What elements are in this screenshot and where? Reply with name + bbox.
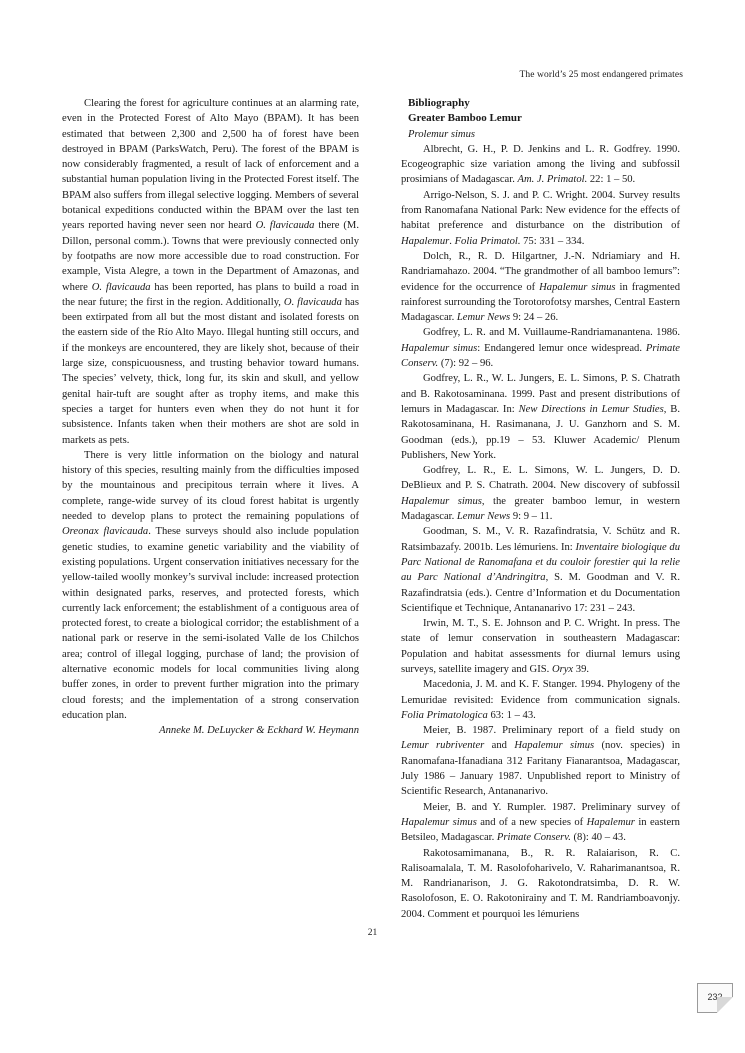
body-paragraph	[62, 448, 359, 723]
text-run: has been extirpated from all but the most distant and isolated forests on the eastern side of the Río Alto Mayo. Illegal hunting still occurs, and if the monkeys are encountered, they are likely shot, because of their large size, conspicuousness, and trusting behavior toward humans. The species’ velvety, thick, long fur, its skin and skull, and yellow genital hair-tuft are sought after as trophy items, and make this species a target for hunters even when they do not hunt it for subsistence. Infants taken when their mothers are shot are sold in markets as pets.	[62, 296, 359, 446]
text-run: Meier, B. and Y. Rumpler. 1987. Preliminary survey of	[423, 801, 680, 813]
text-run: Godfrey, L. R. and M. Vuillaume-Randriamanantena. 1986.	[423, 327, 680, 339]
text-run: . These surveys should also include population genetic studies, to examine genetic variability and the viability of existing populations. Urgent conservation initiatives necessary for the yellow-tailed woolly monkey’s survival include: increased protection within designated parks, reserves, and protected forests, which currently lack enforcement; the establishment of a contiguous area of protected forest, to create a biological corridor; the establishment of a national park or reserve in the semi-isolated Valle de los Chilchos area; control of illegal logging, purchase of land; the provision of alternative economic models for local communities living along buffer zones, in order to prevent further migration into the primary cloud forests; and the implementation of a strong conservation education plan.	[62, 526, 359, 721]
body-text	[62, 96, 359, 723]
text-run: Macedonia, J. M. and K. F. Stanger. 1994. Phylogeny of the Lemuridae revisited: Evidence from communication signals.	[401, 679, 680, 706]
text-run: 9: 24 – 26.	[510, 312, 559, 324]
text-run: Clearing the forest for agriculture continues at an alarming rate, even in the Protected Forest of Alto Mayo (BPAM). It has been estimated that between 2,300 and 2,500 ha of forest have been destroyed in BPAM (ParksWatch, Peru). The forest of the BPAM is now considerably fragmented, a result of lack of enforcement and a substantial human population living in the Protected Forest itself. The BPAM also suffers from illegal selective logging. Members of several botanical expeditions conducted within the BPAM over the last ten years reported having never seen nor heard	[62, 98, 359, 232]
text-run: Meier, B. 1987. Preliminary report of a field study on	[423, 725, 680, 737]
italic-text: O. flavicauda	[91, 281, 151, 293]
italic-text: Lemur rubriventer	[401, 740, 485, 752]
reference-entry	[386, 249, 680, 325]
body-paragraph	[62, 96, 359, 448]
species-name: Prolemur simus	[408, 128, 475, 140]
text-run: , B. Rakotosaminana, H. Rasimanana, J. U. Ganzhorn and S. M. Goodman (eds.), pp.19 – 53. Kluwer Academic/ Plenum Publishers, New York.	[401, 403, 680, 461]
italic-text: O. flavicauda	[255, 220, 315, 232]
bibliography-heading: Bibliography	[408, 97, 470, 109]
italic-text: Hapalemur simus	[401, 816, 477, 828]
text-run: .	[449, 235, 455, 247]
italic-text: Folia Primatol.	[454, 235, 521, 247]
italic-text: Hapalemur	[586, 816, 635, 828]
italic-text: Oreonax flavicauda	[62, 526, 149, 538]
left-column	[62, 96, 359, 738]
text-run: 22: 1 – 50.	[587, 174, 636, 186]
reference-entry	[386, 463, 680, 524]
sheet-number-tab: 232	[697, 983, 733, 1013]
section-heading: Greater Bamboo Lemur	[408, 112, 522, 125]
text-run: in fragmented rainforest surrounding the Torotorofotsy marshes, Central Eastern Madagascar.	[401, 281, 680, 324]
reference-entry	[386, 524, 680, 616]
text-run: 75: 331 – 334.	[520, 235, 585, 247]
italic-text: Folia Primatologica	[401, 709, 488, 721]
reference-list	[386, 142, 680, 922]
reference-entry	[386, 723, 680, 799]
italic-text: Hapalemur simus	[514, 740, 595, 752]
italic-text: New Directions in Lemur Studies	[518, 403, 664, 415]
text-run: (7): 92 – 96.	[438, 358, 494, 370]
text-run: There is very little information on the biology and natural history of this species, resulting mainly from the difficulties imposed by the mountainous and precipitous terrain where it lives. A complete, range-wide survey of its cloud forest habitat is urgently needed to develop plans to protect the remaining populations of	[62, 449, 359, 523]
right-column	[386, 96, 680, 922]
italic-text: Hapalemur simus	[401, 342, 478, 354]
text-run: in eastern Betsileo, Madagascar.	[401, 816, 680, 844]
text-run: and of a new species of	[476, 816, 587, 828]
text-run: Goodman, S. M., V. R. Razafindratsia, V. Schütz and R. Ratsimbazafy. 2001b. Les lémuriens. In:	[401, 526, 680, 553]
italic-text: O. flavicauda	[283, 296, 342, 308]
reference-entry	[386, 142, 680, 188]
text-run: : Endangered lemur once widespread.	[477, 342, 646, 354]
author-signature: Anneke M. DeLuycker & Eckhard W. Heymann	[159, 725, 359, 737]
italic-text: Oryx	[551, 663, 574, 675]
italic-text: Lemur News	[456, 312, 511, 324]
text-run: , S. M. Goodman and V. R. Razafindratsia (eds.). Centre d’Information et du Documentation Scientifique et Technique, Antananarivo 17: 231 – 243.	[401, 572, 680, 614]
text-run: Godfrey, L. R., W. L. Jungers, E. L. Simons, P. S. Chatrath and B. Rakotosaminana. 1999. Past and present distributions of lemurs in Madagascar. In:	[401, 373, 680, 415]
italic-text: Primate Conserv.	[496, 832, 571, 844]
text-run: and	[484, 740, 515, 752]
text-run: 39.	[573, 663, 590, 675]
italic-text: Hapalemur	[401, 235, 450, 247]
text-run: Albrecht, G. H., P. D. Jenkins and L. R. Godfrey. 1990. Ecogeographic size variation among the living and subfossil prosimians of Madagascar.	[401, 143, 680, 186]
text-run: Rakotosamimanana, B., R. R. Ralaiarison, R. C. Ralisoamalala, T. M. Rasolofoharivelo, V. Raharimanantsoa, R. M. Randrianarison, J. G. Rakotondratsimba, D. R. W. Rasolofoson, E. O. Rakotonirainy and T. M. Randriamboavonjy. 2004. Comment et pourquoi les lémuriens	[401, 847, 680, 920]
page-number: 21	[367, 928, 378, 938]
italic-text: Am. J. Primatol.	[517, 174, 588, 186]
italic-text: Hapalemur simus	[539, 281, 616, 293]
reference-entry	[386, 846, 680, 922]
reference-entry	[386, 188, 680, 249]
text-run: 9: 9 – 11.	[510, 511, 553, 523]
text-run: (nov. species) in Ranomafana-Ifanadiana 312 Faritany Fianarantsoa, Madagascar, July 1986 – January 1987. Unpublished report to Ministry of Scientific Research, Antananarivo.	[401, 740, 681, 798]
text-run: Godfrey, L. R., E. L. Simons, W. L. Jungers, D. D. DeBlieux and P. S. Chatrath. 2004. New discovery of subfossil	[401, 465, 680, 492]
reference-entry	[386, 677, 680, 723]
italic-text: Inventaire biologique du Parc National de Ranomafana et du couloir forestier qui la relie au Parc National d’Andringitra	[401, 541, 680, 584]
italic-text: Lemur News	[456, 511, 511, 523]
text-run: , the greater bamboo lemur, in western Madagascar.	[401, 495, 680, 523]
text-run: Dolch, R., R. D. Hilgartner, J.-N. Ndriamiary and H. Randriamahazo. 2004. “The grandmother of all bamboo lemurs”: evidence for the occurrence of	[401, 250, 680, 293]
italic-text: Primate Conserv.	[401, 342, 680, 370]
running-head: The world’s 25 most endangered primates	[519, 70, 683, 80]
reference-entry	[386, 800, 680, 846]
text-run: 63: 1 – 43.	[487, 709, 536, 721]
text-run: Irwin, M. T., S. E. Johnson and P. C. Wright. In press. The state of lemur conservation in southeastern Madagascar: Population and habitat assessments for diurnal lemurs using surveys, satellite imagery and GIS.	[401, 618, 680, 675]
text-run: Arrigo-Nelson, S. J. and P. C. Wright. 2004. Survey results from Ranomafana National Park: New evidence for the effects of habitat preference and disturbance on the distribution of	[401, 189, 680, 232]
reference-entry	[386, 616, 680, 677]
text-run: has been reported, has plans to build a road in the near future; the first in the region. Additionally,	[62, 281, 360, 308]
reference-entry	[386, 325, 680, 371]
text-run: there (M. Dillon, personal comm.). Towns that were previously connected only by footpaths are now more accessible due to road construction. For example, Vista Alegre, a town in the Department of Amazonas, and where	[62, 220, 359, 293]
reference-entry	[386, 371, 680, 463]
italic-text: Hapalemur simus	[401, 495, 482, 507]
text-run: (8): 40 – 43.	[570, 832, 626, 844]
